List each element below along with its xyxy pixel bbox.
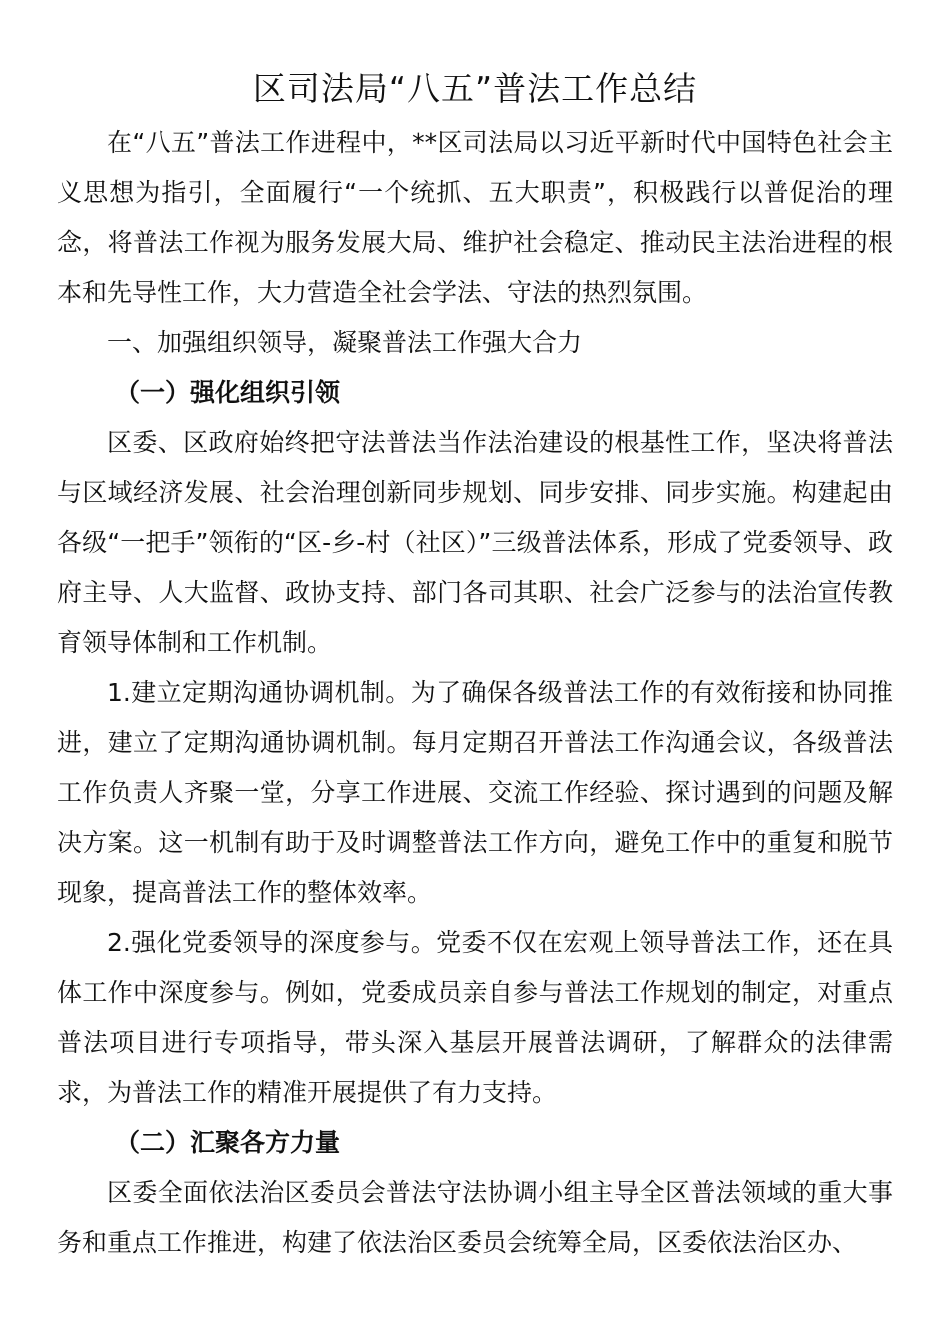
document-title: 区司法局“八五”普法工作总结 (252, 69, 698, 108)
section-one-heading: 一、加强组织领导，凝聚普法工作强大合力 (107, 328, 583, 357)
subsection-one-heading: （一）强化组织引领 (115, 378, 341, 407)
subsection-two-heading: （二）汇聚各方力量 (115, 1128, 341, 1157)
intro-paragraph: 在“八五”普法工作进程中，**区司法局以习近平新时代中国特色社会主义思想为指引，全面履行“一个统抓、五大职责”，积极践行以普促治的理念，将普法工作视为服务发展大局、维护社会稳定、推动民主法治进程的根本和先导性工作，大力营造全社会学法、守法的热烈氛围。 (57, 128, 893, 307)
item-one-paragraph: 1.建立定期沟通协调机制。为了确保各级普法工作的有效衔接和协同推进，建立了定期沟通协调机制。每月定期召开普法工作沟通会议，各级普法工作负责人齐聚一堂，分享工作进展、交流工作经验、探讨遇到的问题及解决方案。这一机制有助于及时调整普法工作方向，避免工作中的重复和脱节现象，提高普法工作的整体效率。 (57, 678, 893, 907)
subsection-two-paragraph: 区委全面依法治区委员会普法守法协调小组主导全区普法领域的重大事务和重点工作推进，构建了依法治区委员会统筹全局，区委依法治区办、 (57, 1178, 893, 1257)
subsection-one-paragraph: 区委、区政府始终把守法普法当作法治建设的根基性工作，坚决将普法与区域经济发展、社会治理创新同步规划、同步安排、同步实施。构建起由各级“一把手”领衔的“区-乡-村（社区）”三级普法体系，形成了党委领导、政府主导、人大监督、政协支持、部门各司其职、社会广泛参与的法治宣传教育领导体制和工作机制。 (57, 428, 893, 657)
item-two-paragraph: 2.强化党委领导的深度参与。党委不仅在宏观上领导普法工作，还在具体工作中深度参与。例如，党委成员亲自参与普法工作规划的制定，对重点普法项目进行专项指导，带头深入基层开展普法调研，了解群众的法律需求，为普法工作的精准开展提供了有力支持。 (57, 928, 893, 1107)
document-page (57, 60, 893, 1268)
